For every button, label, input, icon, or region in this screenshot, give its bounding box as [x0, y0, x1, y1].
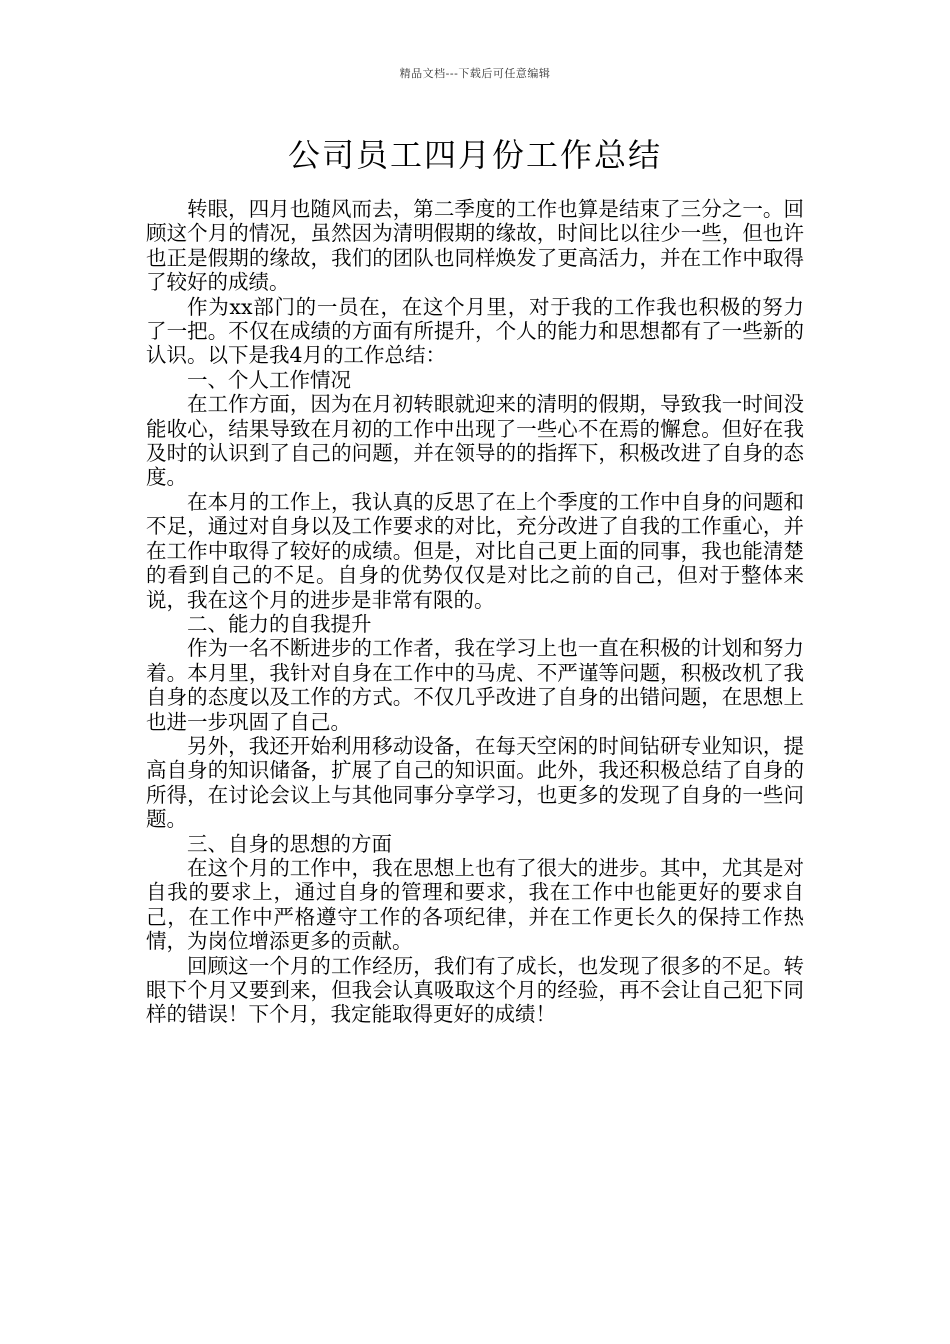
document-title: 公司员工四月份工作总结	[287, 136, 662, 174]
header-note: 精品文档---下载后可任意编辑	[399, 67, 551, 80]
paragraph-conclusion: 回顾这一个月的工作经历，我们有了成长，也发现了很多的不足。转眼下个月又要到来，但我会认真吸取这个月的经验，再不会让自己犯下同样的错误！下个月，我定能取得更好的成绩！	[146, 953, 804, 1027]
document-body	[146, 197, 804, 1027]
section-heading-personal-work: 一、个人工作情况	[187, 367, 351, 392]
paragraph-monthly-reflection: 在本月的工作上，我认真的反思了在上个季度的工作中自身的问题和不足，通过对自身以及工作要求的对比，充分改进了自我的工作重心，并在工作中取得了较好的成绩。但是，对比自己更上面的同事，我也能清楚的看到自己的不足。自身的优势仅仅是对比之前的自己，但对于整体来说，我在这个月的进步是非常有限的。	[146, 489, 804, 612]
paragraph-mindset: 在这个月的工作中，我在思想上也有了很大的进步。其中，尤其是对自我的要求上，通过自身的管理和要求，我在工作中也能更好的要求自己，在工作中严格遵守工作的各项纪律，并在工作更长久的保持工作热情，为岗位增添更多的贡献。	[146, 855, 804, 954]
paragraph-mobile-study: 另外，我还开始利用移动设备，在每天空闲的时间钻研专业知识，提高自身的知识储备，扩展了自己的知识面。此外，我还积极总结了自身的所得，在讨论会议上与其他同事分享学习，也更多的发现了自身的一些问题。	[146, 733, 804, 832]
section-heading-self-improvement: 二、能力的自我提升	[187, 611, 372, 636]
section-heading-mindset: 三、自身的思想的方面	[187, 831, 392, 856]
paragraph-learning: 作为一名不断进步的工作者，我在学习上也一直在积极的计划和努力着。本月里，我针对自身在工作中的马虎、不严谨等问题，积极改机了我自身的态度以及工作的方式。不仅几乎改进了自身的出错问题，在思想上也进一步巩固了自己。	[146, 636, 804, 734]
paragraph-overview: 作为xx部门的一员在，在这个月里，对于我的工作我也积极的努力了一把。不仅在成绩的方面有所提升，个人的能力和思想都有了一些新的认识。以下是我4月的工作总结：	[146, 294, 804, 368]
paragraph-work-aspect: 在工作方面，因为在月初转眼就迎来的清明的假期，导致我一时间没能收心，结果导致在月初的工作中出现了一些心不在焉的懈怠。但好在我及时的认识到了自己的问题，并在领导的的指挥下，积极改进了自身的态度。	[146, 392, 804, 490]
paragraph-intro: 转眼，四月也随风而去，第二季度的工作也算是结束了三分之一。回顾这个月的情况，虽然因为清明假期的缘故，时间比以往少一些，但也许也正是假期的缘故，我们的团队也同样焕发了更高活力，并在工作中取得了较好的成绩。	[146, 197, 804, 295]
